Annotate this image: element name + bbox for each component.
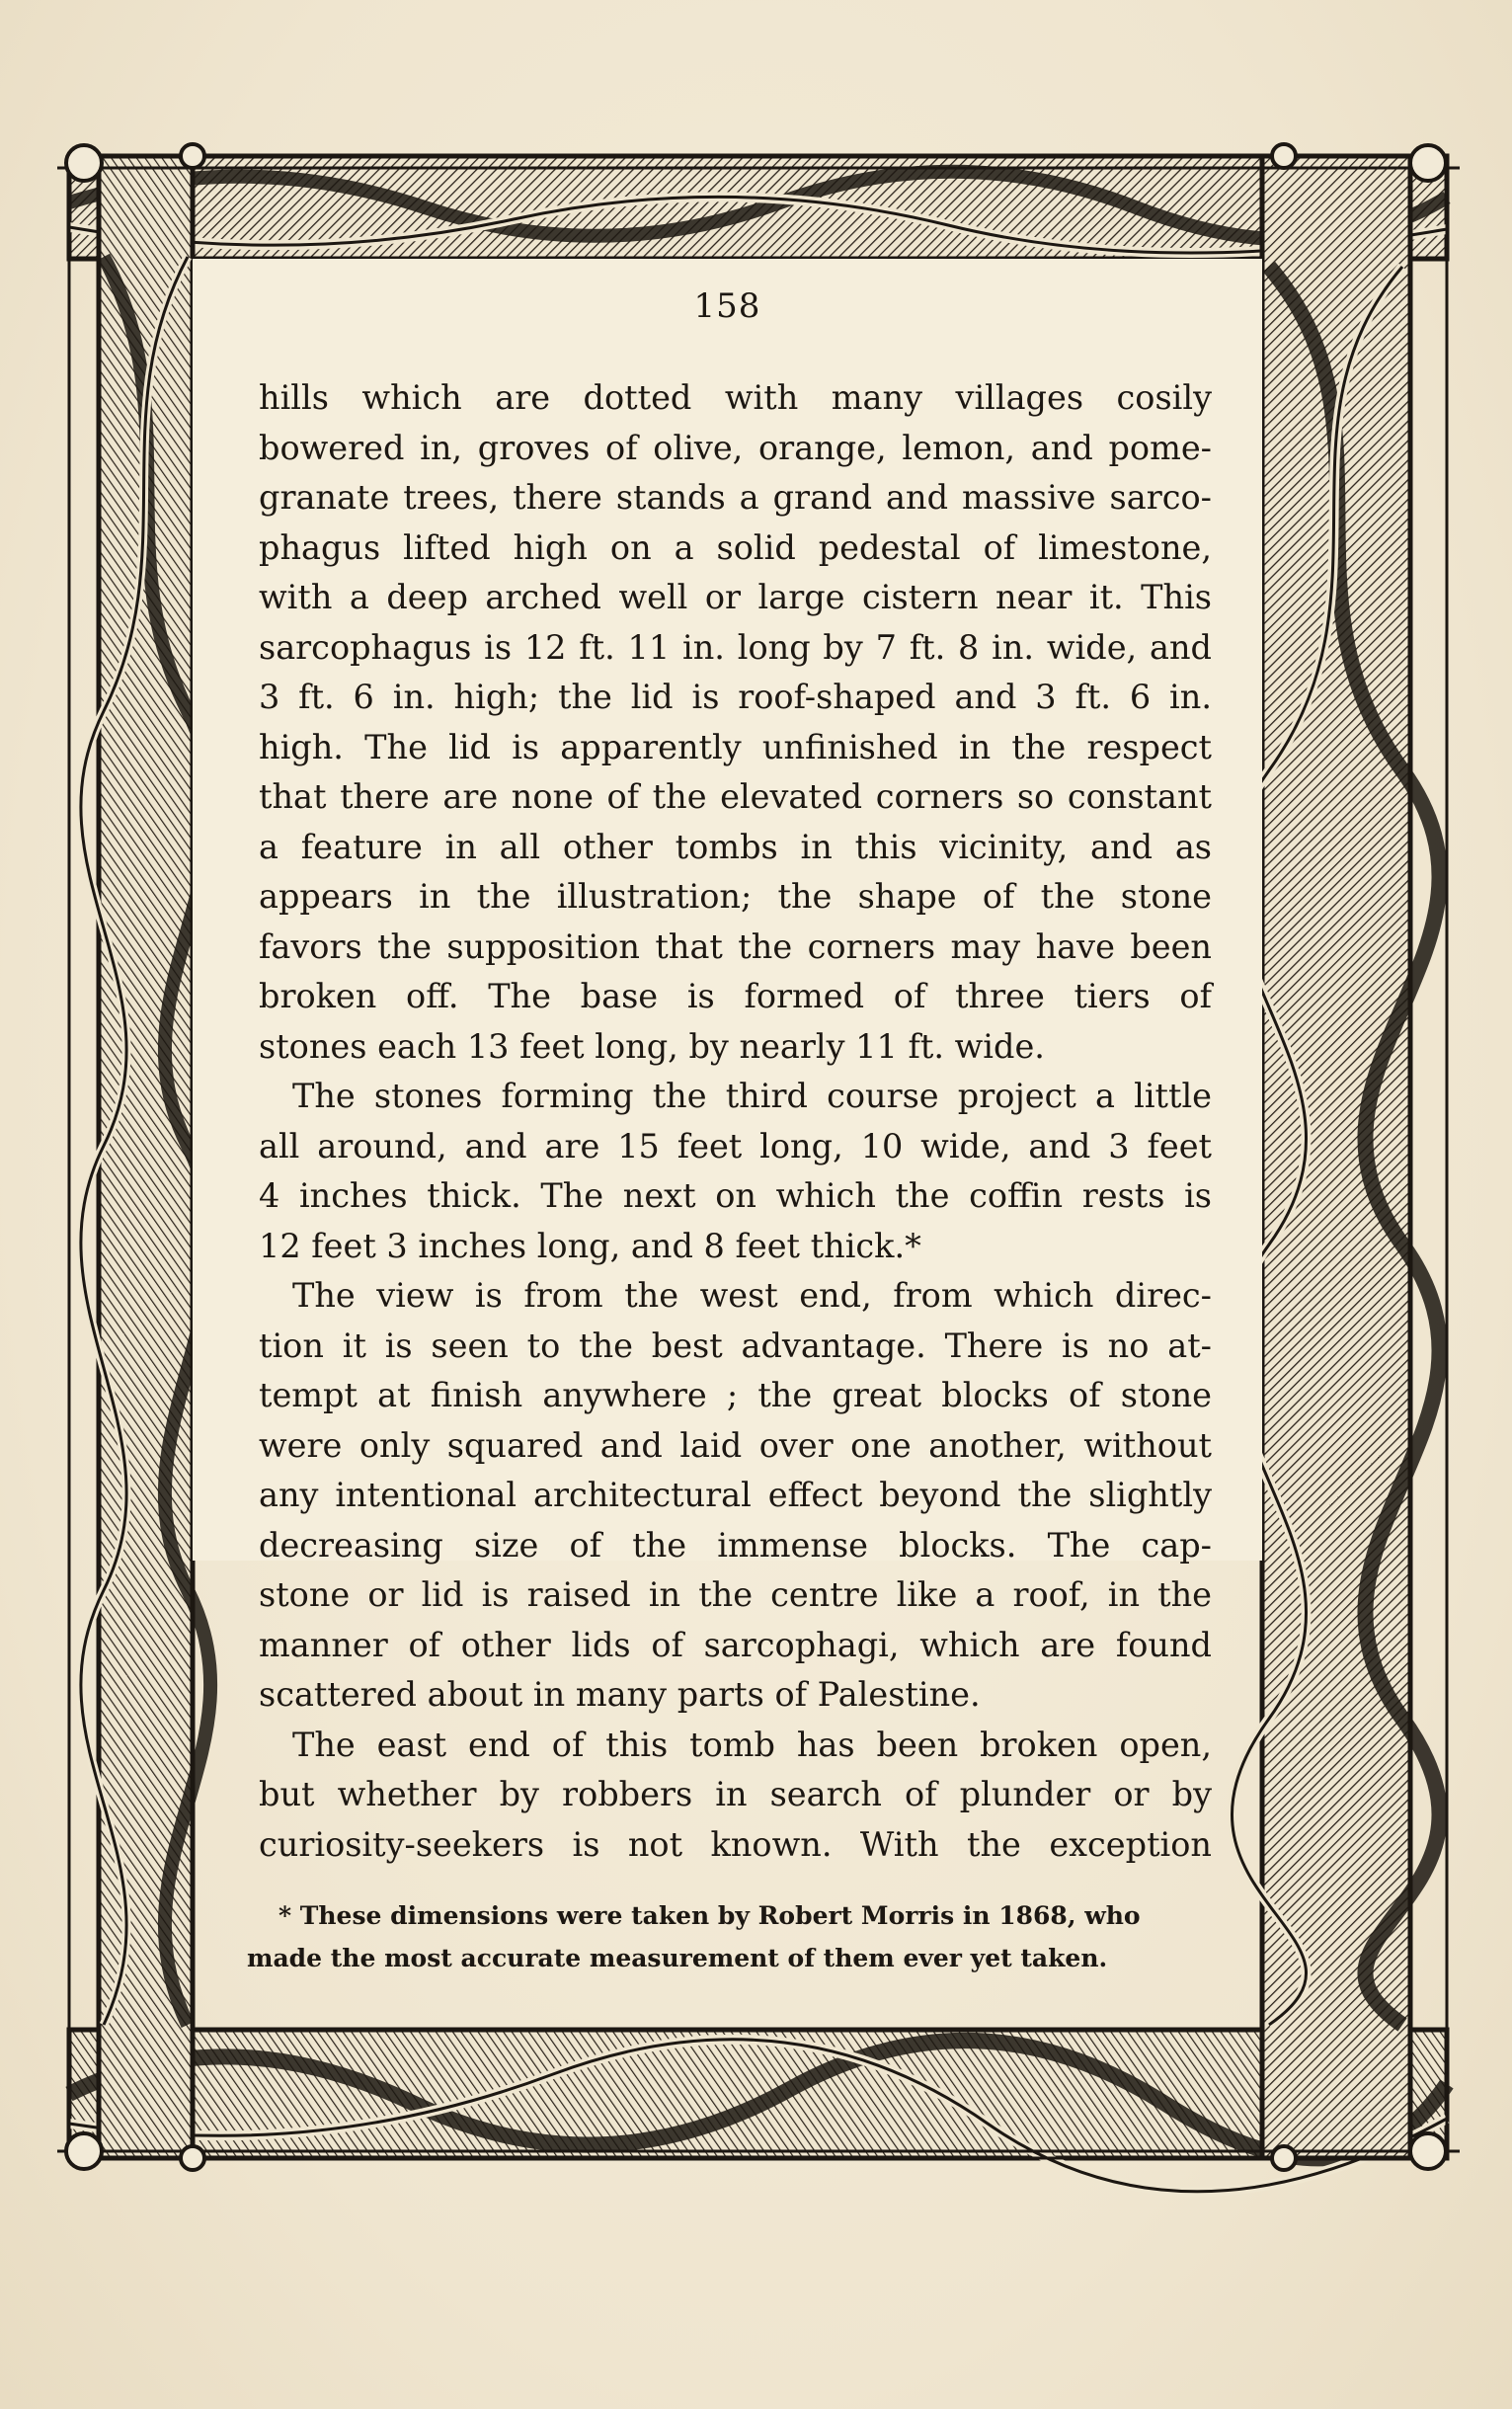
text-line: scattered about in many parts of Palestine.	[259, 1675, 981, 1714]
text-line: stone or lid is raised in the centre like a roof, in the	[259, 1575, 1212, 1614]
text-line: bowered in, groves of olive, orange, lemon, and pome-	[259, 428, 1212, 467]
footnote-1: * These dimensions were taken by Robert Morris in 1868, who	[279, 1901, 1141, 1930]
text-line: any intentional architectural effect beyond the slightly	[259, 1476, 1212, 1514]
footnote-2: made the most accurate measurement of them ever yet taken.	[247, 1944, 1108, 1972]
text-line: hills which are dotted with many villages cosily	[259, 378, 1212, 417]
text-line: broken off. The base is formed of three tiers of	[259, 977, 1212, 1015]
body-text	[259, 373, 1212, 1870]
text-line: stones each 13 feet long, by nearly 11 ft. wide.	[259, 1026, 1045, 1066]
text-line: that there are none of the elevated corners so constant	[259, 777, 1212, 816]
text-line: granate trees, there stands a grand and massive sarco-	[259, 478, 1212, 517]
text-line: 4 inches thick. The next on which the coffin rests is	[259, 1176, 1212, 1215]
text-line: a feature in all other tombs in this vicinity, and as	[259, 827, 1212, 866]
text-line: appears in the illustration; the shape of the stone	[259, 877, 1212, 916]
bottom-border-band	[69, 2030, 1447, 2192]
text-line: high. The lid is apparently unfinished in the respect	[259, 727, 1212, 766]
page-number: 158	[693, 286, 761, 326]
text-line: tion it is seen to the best advantage. There is no at-	[259, 1325, 1212, 1365]
text-line: The stones forming the third course project a little	[292, 1077, 1212, 1115]
text-line: curiosity-seekers is not known. With the exception	[259, 1824, 1212, 1864]
text-line: tempt at finish anywhere ; the great blocks of stone	[259, 1376, 1212, 1414]
top-border-band	[69, 156, 1447, 259]
text-line: with a deep arched well or large cistern near it. This	[259, 578, 1212, 616]
text-line: all around, and are 15 feet long, 10 wide, and 3 feet	[259, 1126, 1212, 1165]
text-line: decreasing size of the immense blocks. The cap-	[259, 1525, 1212, 1565]
text-line: 12 feet 3 inches long, and 8 feet thick.*	[259, 1226, 921, 1265]
text-line: 3 ft. 6 in. high; the lid is roof-shaped and 3 ft. 6 in.	[259, 678, 1212, 716]
left-border-column	[81, 156, 210, 2158]
right-border-column	[1232, 156, 1439, 2158]
text-line: were only squared and laid over one another, without	[259, 1425, 1212, 1465]
text-line: favors the supposition that the corners may have been	[259, 926, 1212, 966]
text-line: The view is from the west end, from which direc-	[292, 1276, 1212, 1315]
text-line: phagus lifted high on a solid pedestal of limestone,	[259, 527, 1212, 567]
text-line: but whether by robbers in search of plunder or by	[259, 1775, 1212, 1813]
text-line: sarcophagus is 12 ft. 11 in. long by 7 ft. 8 in. wide, and	[259, 627, 1212, 667]
text-line: manner of other lids of sarcophagi, which are found	[259, 1625, 1212, 1664]
text-line: The east end of this tomb has been broken open,	[292, 1725, 1212, 1764]
